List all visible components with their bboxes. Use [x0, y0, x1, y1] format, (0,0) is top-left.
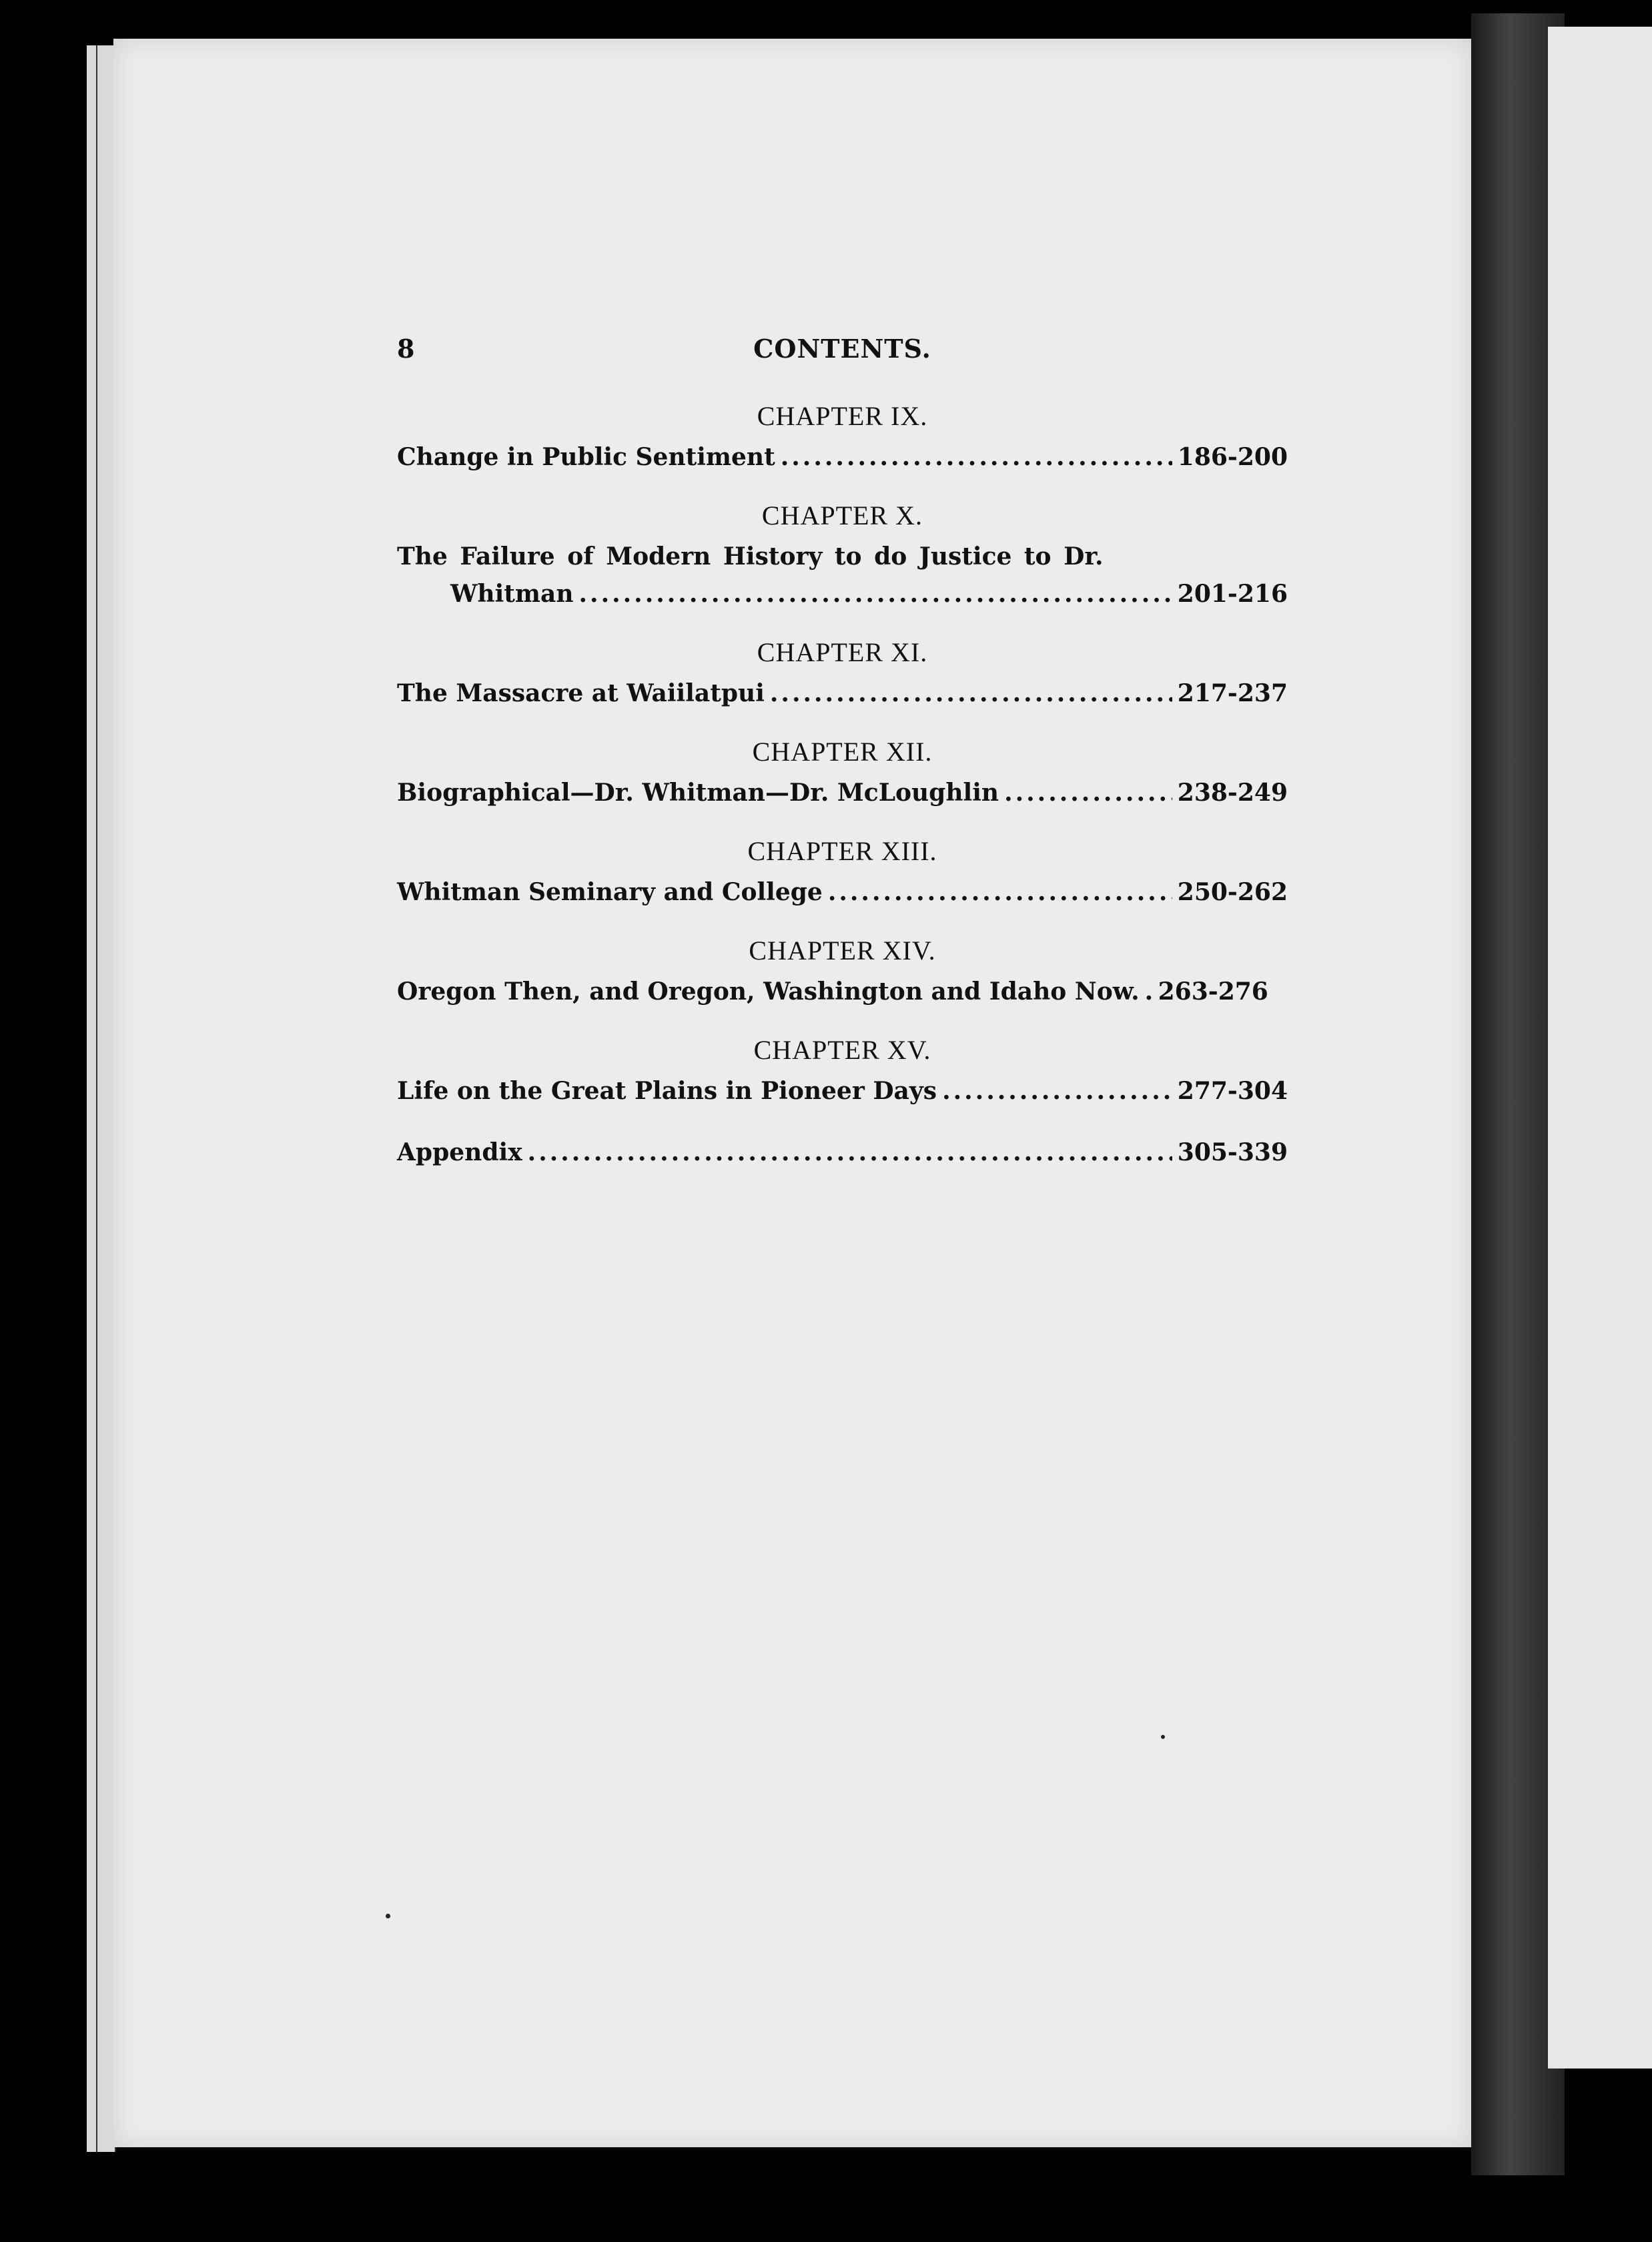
page-range: 186-200	[1177, 443, 1288, 471]
page-range: 263-276	[1158, 978, 1268, 1006]
toc-entry	[397, 675, 1288, 712]
leader-dots	[579, 575, 1172, 613]
chapter-heading: CHAPTER X.	[761, 500, 923, 530]
table-of-contents	[397, 334, 1288, 1171]
chapter-block	[397, 1034, 1288, 1110]
page-range: 305-339	[1177, 1138, 1288, 1166]
toc-entry	[397, 438, 1288, 476]
leader-dots	[528, 1134, 1172, 1171]
entry-title: Whitman	[450, 580, 574, 608]
adjacent-page	[1548, 27, 1652, 2069]
toc-entry	[397, 873, 1288, 911]
ink-speck	[386, 1914, 390, 1918]
running-head	[397, 334, 1288, 376]
entry-title: Change in Public Sentiment	[397, 443, 775, 471]
chapter-heading: CHAPTER XII.	[752, 737, 933, 767]
page-edge	[87, 45, 97, 2152]
toc-entry	[397, 973, 1288, 1010]
chapter-block	[397, 637, 1288, 712]
chapter-heading: CHAPTER IX.	[757, 401, 928, 431]
chapter-heading: CHAPTER XIII.	[747, 836, 937, 866]
leader-dots	[942, 1072, 1172, 1110]
appendix-block	[397, 1134, 1288, 1171]
entry-title: Oregon Then, and Oregon, Washington and Idaho Now.	[397, 978, 1140, 1006]
entry-title: Appendix	[397, 1138, 522, 1166]
chapter-heading: CHAPTER XI.	[757, 637, 928, 667]
leader-dots	[770, 675, 1172, 712]
chapter-block	[397, 400, 1288, 476]
page-range: 201-216	[1177, 580, 1288, 608]
entry-title-line: The Failure of Modern History to do Justice to Dr.	[397, 542, 1104, 571]
page-range: 277-304	[1177, 1077, 1288, 1105]
chapter-block	[397, 736, 1288, 811]
toc-entry	[397, 1134, 1288, 1171]
toc-entry	[397, 774, 1288, 811]
chapter-block	[397, 500, 1288, 613]
leader-dots	[1004, 774, 1172, 811]
leader-dots	[828, 873, 1172, 911]
entry-title: Whitman Seminary and College	[397, 878, 823, 906]
entry-title: Life on the Great Plains in Pioneer Days	[397, 1077, 937, 1105]
chapter-heading: CHAPTER XIV.	[749, 936, 936, 966]
entry-title: The Massacre at Waiilatpui	[397, 679, 765, 707]
toc-entry	[397, 1072, 1288, 1110]
page-range: 250-262	[1177, 878, 1288, 906]
chapter-heading: CHAPTER XV.	[753, 1035, 931, 1065]
leader-dots	[781, 438, 1172, 476]
page-number: 8	[397, 334, 415, 364]
entry-title: Biographical—Dr. Whitman—Dr. McLoughlin	[397, 779, 999, 807]
running-title: CONTENTS.	[753, 334, 931, 364]
page-range: 238-249	[1177, 779, 1288, 807]
chapter-block	[397, 935, 1288, 1010]
page-range: 217-237	[1177, 679, 1288, 707]
toc-entry	[397, 575, 1288, 613]
chapter-block	[397, 835, 1288, 911]
leader-dots	[1145, 973, 1153, 1010]
ink-speck	[1161, 1735, 1165, 1739]
